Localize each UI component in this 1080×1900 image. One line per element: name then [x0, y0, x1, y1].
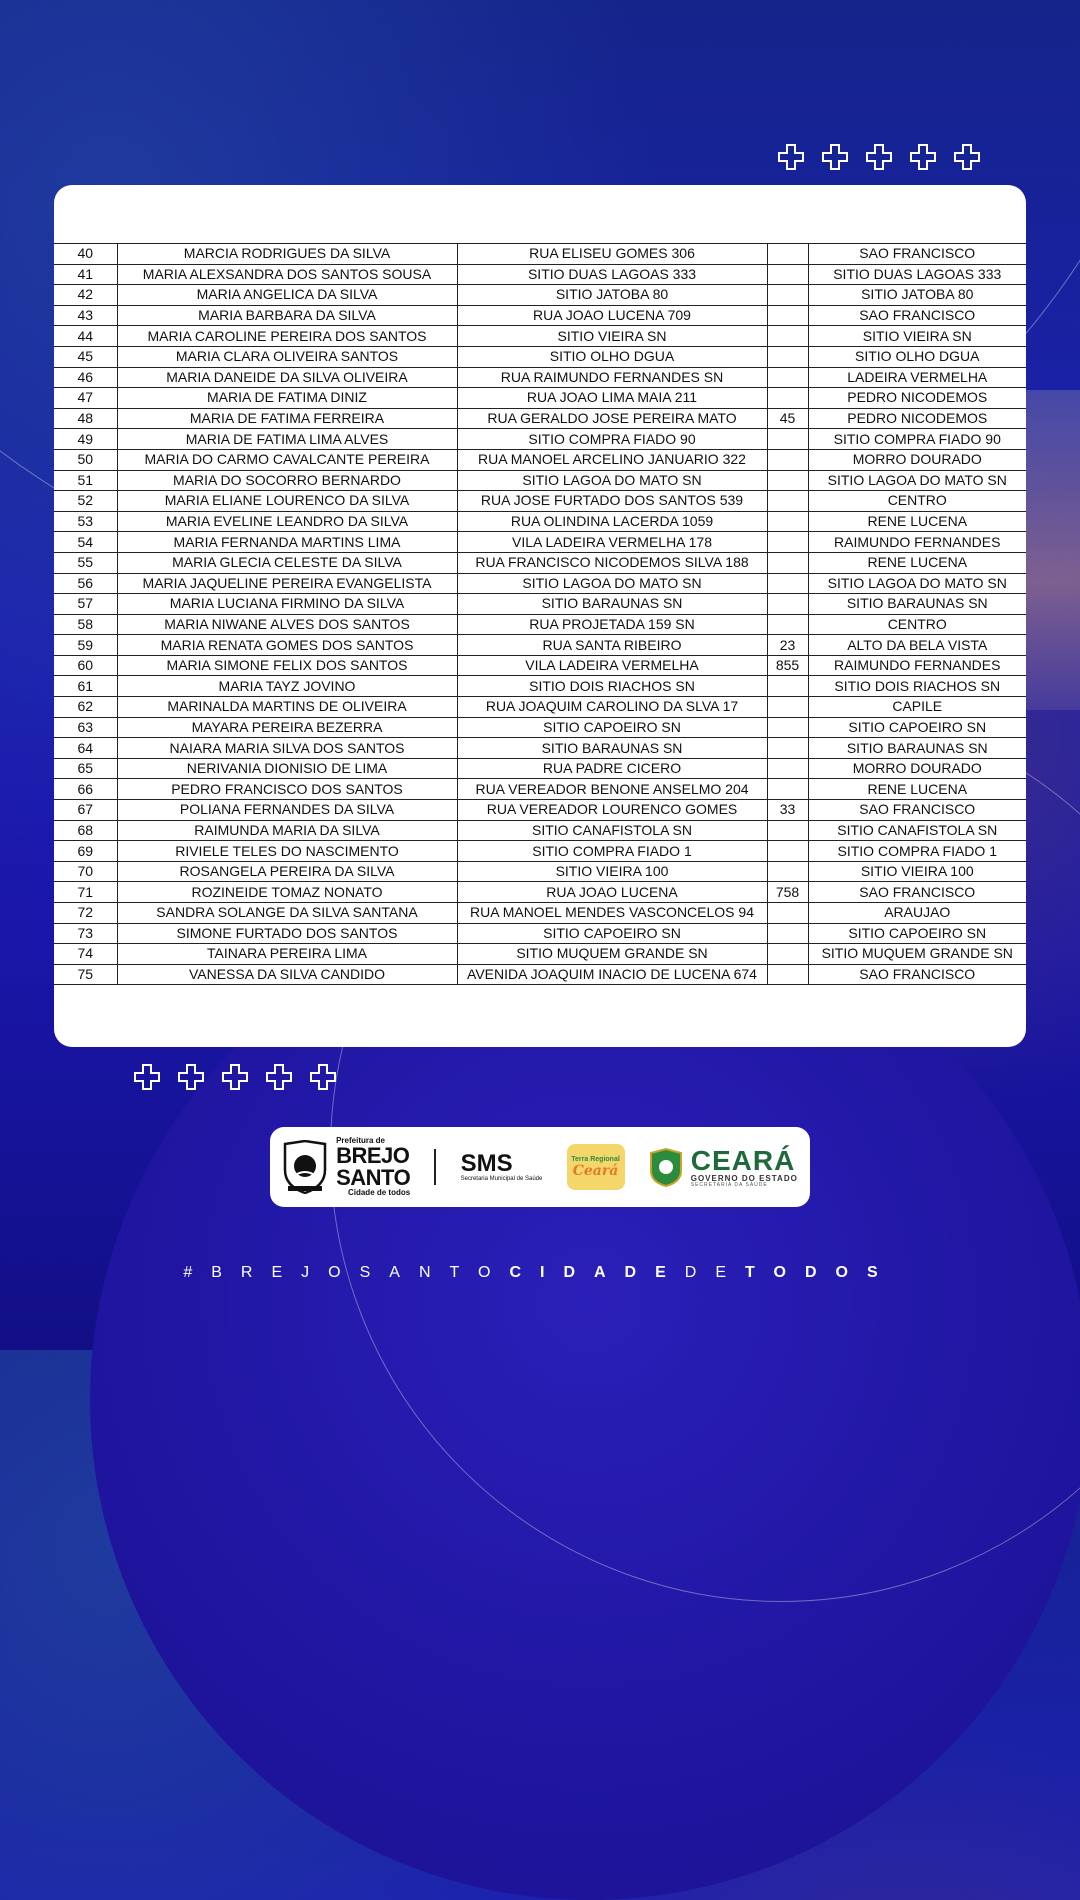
row-number: 75 — [54, 964, 117, 985]
row-house-number — [767, 552, 808, 573]
table-row — [54, 964, 1026, 985]
row-address: SITIO LAGOA DO MATO SN — [457, 573, 767, 594]
row-name: MARIA DE FATIMA LIMA ALVES — [117, 429, 457, 450]
row-house-number — [767, 532, 808, 553]
table-row — [54, 388, 1026, 409]
row-neighborhood: SITIO LAGOA DO MATO SN — [808, 470, 1026, 491]
row-neighborhood: SAO FRANCISCO — [808, 244, 1026, 265]
plus-icon — [134, 1064, 160, 1090]
row-neighborhood: SAO FRANCISCO — [808, 305, 1026, 326]
row-address: RUA MANOEL MENDES VASCONCELOS 94 — [457, 903, 767, 924]
row-house-number — [767, 614, 808, 635]
row-name: SIMONE FURTADO DOS SANTOS — [117, 923, 457, 944]
table-row — [54, 717, 1026, 738]
hashtag-bold-1: CIDADE — [509, 1264, 685, 1281]
sms-logo — [461, 1152, 543, 1182]
table-row — [54, 841, 1026, 862]
row-number: 66 — [54, 779, 117, 800]
row-number: 54 — [54, 532, 117, 553]
row-neighborhood: SITIO CAPOEIRO SN — [808, 923, 1026, 944]
governo-department: SECRETARIA DA SAÚDE — [690, 1181, 768, 1188]
row-address: VILA LADEIRA VERMELHA — [457, 655, 767, 676]
row-name: MAYARA PEREIRA BEZERRA — [117, 717, 457, 738]
row-name: MARIA NIWANE ALVES DOS SANTOS — [117, 614, 457, 635]
row-address: RUA MANOEL ARCELINO JANUARIO 322 — [457, 449, 767, 470]
row-neighborhood: SITIO MUQUEM GRANDE SN — [808, 944, 1026, 965]
row-name: MARIA ALEXSANDRA DOS SANTOS SOUSA — [117, 264, 457, 285]
row-neighborhood: SITIO VIEIRA SN — [808, 326, 1026, 347]
row-house-number — [767, 470, 808, 491]
row-name: MARIA SIMONE FELIX DOS SANTOS — [117, 655, 457, 676]
row-neighborhood: SITIO JATOBA 80 — [808, 285, 1026, 306]
row-name: MARIA TAYZ JOVINO — [117, 676, 457, 697]
row-address: SITIO COMPRA FIADO 90 — [457, 429, 767, 450]
row-address: SITIO CAPOEIRO SN — [457, 717, 767, 738]
table-row — [54, 861, 1026, 882]
row-address: RUA FRANCISCO NICODEMOS SILVA 188 — [457, 552, 767, 573]
row-house-number — [767, 573, 808, 594]
row-number: 74 — [54, 944, 117, 965]
row-address: SITIO DUAS LAGOAS 333 — [457, 264, 767, 285]
row-address: SITIO MUQUEM GRANDE SN — [457, 944, 767, 965]
row-house-number — [767, 944, 808, 965]
row-neighborhood: SITIO COMPRA FIADO 1 — [808, 841, 1026, 862]
table-row — [54, 408, 1026, 429]
row-number: 40 — [54, 244, 117, 265]
row-address: RUA JOAQUIM CAROLINO DA SLVA 17 — [457, 697, 767, 718]
row-name: MARIA EVELINE LEANDRO DA SILVA — [117, 511, 457, 532]
table-row — [54, 244, 1026, 265]
row-name: POLIANA FERNANDES DA SILVA — [117, 800, 457, 821]
row-address: RUA JOSE FURTADO DOS SANTOS 539 — [457, 491, 767, 512]
table-row — [54, 923, 1026, 944]
governo-subtitle: GOVERNO DO ESTADO — [690, 1173, 798, 1183]
row-neighborhood: MORRO DOURADO — [808, 449, 1026, 470]
table-row — [54, 944, 1026, 965]
brejo-line2: SANTO — [336, 1165, 411, 1190]
row-neighborhood: PEDRO NICODEMOS — [808, 388, 1026, 409]
table-row — [54, 573, 1026, 594]
row-neighborhood: CENTRO — [808, 614, 1026, 635]
row-number: 72 — [54, 903, 117, 924]
table-row — [54, 820, 1026, 841]
row-name: MARIA ANGELICA DA SILVA — [117, 285, 457, 306]
table-row — [54, 429, 1026, 450]
brejo-santo-logo — [282, 1137, 410, 1197]
row-house-number — [767, 449, 808, 470]
row-address: RUA SANTA RIBEIRO — [457, 635, 767, 656]
row-neighborhood: LADEIRA VERMELHA — [808, 367, 1026, 388]
table-row — [54, 697, 1026, 718]
row-name: MARIA JAQUELINE PEREIRA EVANGELISTA — [117, 573, 457, 594]
row-house-number — [767, 244, 808, 265]
row-house-number — [767, 758, 808, 779]
plus-icon — [778, 144, 804, 170]
row-neighborhood: SAO FRANCISCO — [808, 800, 1026, 821]
shield-icon — [282, 1140, 328, 1194]
row-name: RAIMUNDA MARIA DA SILVA — [117, 820, 457, 841]
table-row — [54, 367, 1026, 388]
row-name: SANDRA SOLANGE DA SILVA SANTANA — [117, 903, 457, 924]
row-number: 53 — [54, 511, 117, 532]
row-house-number — [767, 326, 808, 347]
row-address: SITIO VIEIRA SN — [457, 326, 767, 347]
hashtag-bold-2: TODOS — [745, 1264, 897, 1281]
row-address: AVENIDA JOAQUIM INACIO DE LUCENA 674 — [457, 964, 767, 985]
plus-icon — [222, 1064, 248, 1090]
row-neighborhood: PEDRO NICODEMOS — [808, 408, 1026, 429]
row-number: 68 — [54, 820, 117, 841]
row-address: RUA JOAO LUCENA — [457, 882, 767, 903]
row-address: SITIO VIEIRA 100 — [457, 861, 767, 882]
row-house-number — [767, 676, 808, 697]
table-row — [54, 594, 1026, 615]
row-address: RUA VEREADOR LOURENCO GOMES — [457, 800, 767, 821]
row-address: SITIO COMPRA FIADO 1 — [457, 841, 767, 862]
row-number: 67 — [54, 800, 117, 821]
row-number: 59 — [54, 635, 117, 656]
sms-title: SMS — [460, 1150, 513, 1177]
row-address: RUA GERALDO JOSE PEREIRA MATO — [457, 408, 767, 429]
row-house-number: 45 — [767, 408, 808, 429]
row-address: RUA JOAO LIMA MAIA 211 — [457, 388, 767, 409]
table-row — [54, 758, 1026, 779]
row-house-number — [767, 841, 808, 862]
hashtag-prefix: #BREJOSANTO — [183, 1264, 510, 1281]
row-neighborhood: SITIO CANAFISTOLA SN — [808, 820, 1026, 841]
table-row — [54, 491, 1026, 512]
row-house-number — [767, 779, 808, 800]
table-row — [54, 655, 1026, 676]
row-house-number — [767, 367, 808, 388]
row-name: TAINARA PEREIRA LIMA — [117, 944, 457, 965]
roster-card — [54, 185, 1026, 1047]
row-neighborhood: ARAUJAO — [808, 903, 1026, 924]
row-number: 64 — [54, 738, 117, 759]
row-house-number — [767, 738, 808, 759]
row-house-number: 33 — [767, 800, 808, 821]
row-address: RUA JOAO LUCENA 709 — [457, 305, 767, 326]
table-row — [54, 779, 1026, 800]
row-house-number — [767, 511, 808, 532]
row-number: 58 — [54, 614, 117, 635]
plus-decoration-top — [778, 144, 980, 170]
row-name: NERIVANIA DIONISIO DE LIMA — [117, 758, 457, 779]
row-address: RUA ELISEU GOMES 306 — [457, 244, 767, 265]
row-name: MARIA DANEIDE DA SILVA OLIVEIRA — [117, 367, 457, 388]
row-neighborhood: SITIO OLHO DGUA — [808, 346, 1026, 367]
row-name: MARIA BARBARA DA SILVA — [117, 305, 457, 326]
row-name: MARCIA RODRIGUES DA SILVA — [117, 244, 457, 265]
ceara-badge-top: Terra Regional — [571, 1155, 620, 1163]
row-number: 71 — [54, 882, 117, 903]
row-house-number — [767, 594, 808, 615]
plus-icon — [266, 1064, 292, 1090]
row-number: 70 — [54, 861, 117, 882]
row-number: 63 — [54, 717, 117, 738]
hashtag-footer — [0, 1264, 1080, 1282]
row-name: NAIARA MARIA SILVA DOS SANTOS — [117, 738, 457, 759]
row-house-number: 855 — [767, 655, 808, 676]
row-house-number — [767, 285, 808, 306]
table-row — [54, 449, 1026, 470]
brejo-tagline: Cidade de todos — [347, 1188, 411, 1197]
row-number: 55 — [54, 552, 117, 573]
row-address: RUA RAIMUNDO FERNANDES SN — [457, 367, 767, 388]
row-neighborhood: RENE LUCENA — [808, 779, 1026, 800]
row-name: MARIA DE FATIMA FERREIRA — [117, 408, 457, 429]
row-number: 61 — [54, 676, 117, 697]
ceara-regional-badge — [567, 1144, 625, 1190]
table-row — [54, 511, 1026, 532]
row-house-number: 758 — [767, 882, 808, 903]
row-number: 45 — [54, 346, 117, 367]
brejo-prefix: Prefeitura de — [336, 1136, 385, 1145]
logo-divider — [434, 1149, 436, 1185]
row-name: MARIA DO SOCORRO BERNARDO — [117, 470, 457, 491]
row-address: SITIO OLHO DGUA — [457, 346, 767, 367]
row-number: 50 — [54, 449, 117, 470]
row-house-number — [767, 697, 808, 718]
row-address: RUA OLINDINA LACERDA 1059 — [457, 511, 767, 532]
plus-icon — [822, 144, 848, 170]
row-address: SITIO CANAFISTOLA SN — [457, 820, 767, 841]
logo-bar — [270, 1127, 810, 1207]
row-number: 42 — [54, 285, 117, 306]
row-house-number — [767, 717, 808, 738]
table-row — [54, 800, 1026, 821]
row-address: SITIO JATOBA 80 — [457, 285, 767, 306]
row-name: MARIA DE FATIMA DINIZ — [117, 388, 457, 409]
city-photo-strip — [1020, 390, 1080, 710]
table-row — [54, 614, 1026, 635]
row-number: 65 — [54, 758, 117, 779]
state-seal-icon — [649, 1147, 683, 1187]
row-number: 44 — [54, 326, 117, 347]
row-neighborhood: RENE LUCENA — [808, 511, 1026, 532]
row-address: SITIO BARAUNAS SN — [457, 738, 767, 759]
row-address: SITIO CAPOEIRO SN — [457, 923, 767, 944]
table-row — [54, 264, 1026, 285]
row-address: VILA LADEIRA VERMELHA 178 — [457, 532, 767, 553]
table-row — [54, 532, 1026, 553]
row-address: SITIO LAGOA DO MATO SN — [457, 470, 767, 491]
row-neighborhood: SITIO CAPOEIRO SN — [808, 717, 1026, 738]
row-address: SITIO BARAUNAS SN — [457, 594, 767, 615]
row-house-number — [767, 923, 808, 944]
row-name: VANESSA DA SILVA CANDIDO — [117, 964, 457, 985]
row-name: MARIA LUCIANA FIRMINO DA SILVA — [117, 594, 457, 615]
table-row — [54, 882, 1026, 903]
row-number: 43 — [54, 305, 117, 326]
row-address: RUA PROJETADA 159 SN — [457, 614, 767, 635]
plus-decoration-bottom — [134, 1064, 336, 1090]
plus-icon — [178, 1064, 204, 1090]
table-row — [54, 738, 1026, 759]
row-house-number — [767, 903, 808, 924]
row-house-number — [767, 305, 808, 326]
row-neighborhood: SITIO COMPRA FIADO 90 — [808, 429, 1026, 450]
row-name: ROZINEIDE TOMAZ NONATO — [117, 882, 457, 903]
table-row — [54, 285, 1026, 306]
row-name: MARIA GLECIA CELESTE DA SILVA — [117, 552, 457, 573]
row-neighborhood: SITIO LAGOA DO MATO SN — [808, 573, 1026, 594]
row-number: 60 — [54, 655, 117, 676]
table-row — [54, 676, 1026, 697]
row-neighborhood: SITIO DUAS LAGOAS 333 — [808, 264, 1026, 285]
row-name: PEDRO FRANCISCO DOS SANTOS — [117, 779, 457, 800]
row-house-number — [767, 388, 808, 409]
row-house-number — [767, 964, 808, 985]
row-neighborhood: RAIMUNDO FERNANDES — [808, 532, 1026, 553]
plus-icon — [910, 144, 936, 170]
governo-title: CEARÁ — [690, 1144, 796, 1176]
table-row — [54, 552, 1026, 573]
row-number: 73 — [54, 923, 117, 944]
table-row — [54, 326, 1026, 347]
row-name: MARIA CLARA OLIVEIRA SANTOS — [117, 346, 457, 367]
row-name: MARIA RENATA GOMES DOS SANTOS — [117, 635, 457, 656]
table-row — [54, 635, 1026, 656]
row-address: RUA PADRE CICERO — [457, 758, 767, 779]
row-neighborhood: SITIO BARAUNAS SN — [808, 738, 1026, 759]
row-neighborhood: RAIMUNDO FERNANDES — [808, 655, 1026, 676]
row-house-number: 23 — [767, 635, 808, 656]
row-neighborhood: CENTRO — [808, 491, 1026, 512]
row-house-number — [767, 264, 808, 285]
row-neighborhood: CAPILE — [808, 697, 1026, 718]
hashtag-middle: DE — [684, 1264, 746, 1281]
ceara-badge-script: Ceará — [572, 1162, 619, 1179]
row-name: MARIA FERNANDA MARTINS LIMA — [117, 532, 457, 553]
row-address: RUA VEREADOR BENONE ANSELMO 204 — [457, 779, 767, 800]
row-house-number — [767, 346, 808, 367]
row-neighborhood: RENE LUCENA — [808, 552, 1026, 573]
row-house-number — [767, 861, 808, 882]
roster-table-body — [54, 244, 1026, 985]
row-neighborhood: SITIO BARAUNAS SN — [808, 594, 1026, 615]
row-name: RIVIELE TELES DO NASCIMENTO — [117, 841, 457, 862]
row-number: 48 — [54, 408, 117, 429]
row-number: 41 — [54, 264, 117, 285]
row-name: ROSANGELA PEREIRA DA SILVA — [117, 861, 457, 882]
row-address: SITIO DOIS RIACHOS SN — [457, 676, 767, 697]
row-neighborhood: SITIO DOIS RIACHOS SN — [808, 676, 1026, 697]
row-name: MARIA ELIANE LOURENCO DA SILVA — [117, 491, 457, 512]
row-house-number — [767, 491, 808, 512]
plus-icon — [310, 1064, 336, 1090]
sms-subtitle: Secretaria Municipal de Saúde — [460, 1176, 543, 1182]
row-number: 52 — [54, 491, 117, 512]
row-number: 57 — [54, 594, 117, 615]
row-neighborhood: MORRO DOURADO — [808, 758, 1026, 779]
row-neighborhood: ALTO DA BELA VISTA — [808, 635, 1026, 656]
table-row — [54, 305, 1026, 326]
plus-icon — [866, 144, 892, 170]
row-neighborhood: SAO FRANCISCO — [808, 882, 1026, 903]
row-number: 51 — [54, 470, 117, 491]
table-row — [54, 470, 1026, 491]
roster-table — [54, 243, 1026, 985]
row-number: 47 — [54, 388, 117, 409]
row-name: MARINALDA MARTINS DE OLIVEIRA — [117, 697, 457, 718]
table-row — [54, 346, 1026, 367]
row-number: 49 — [54, 429, 117, 450]
row-number: 62 — [54, 697, 117, 718]
governo-ceara-logo — [649, 1144, 798, 1188]
row-neighborhood: SAO FRANCISCO — [808, 964, 1026, 985]
table-row — [54, 903, 1026, 924]
row-house-number — [767, 820, 808, 841]
row-number: 69 — [54, 841, 117, 862]
row-number: 46 — [54, 367, 117, 388]
brejo-line1: BREJO — [336, 1143, 410, 1168]
row-house-number — [767, 429, 808, 450]
row-name: MARIA CAROLINE PEREIRA DOS SANTOS — [117, 326, 457, 347]
plus-icon — [954, 144, 980, 170]
row-number: 56 — [54, 573, 117, 594]
row-neighborhood: SITIO VIEIRA 100 — [808, 861, 1026, 882]
row-name: MARIA DO CARMO CAVALCANTE PEREIRA — [117, 449, 457, 470]
